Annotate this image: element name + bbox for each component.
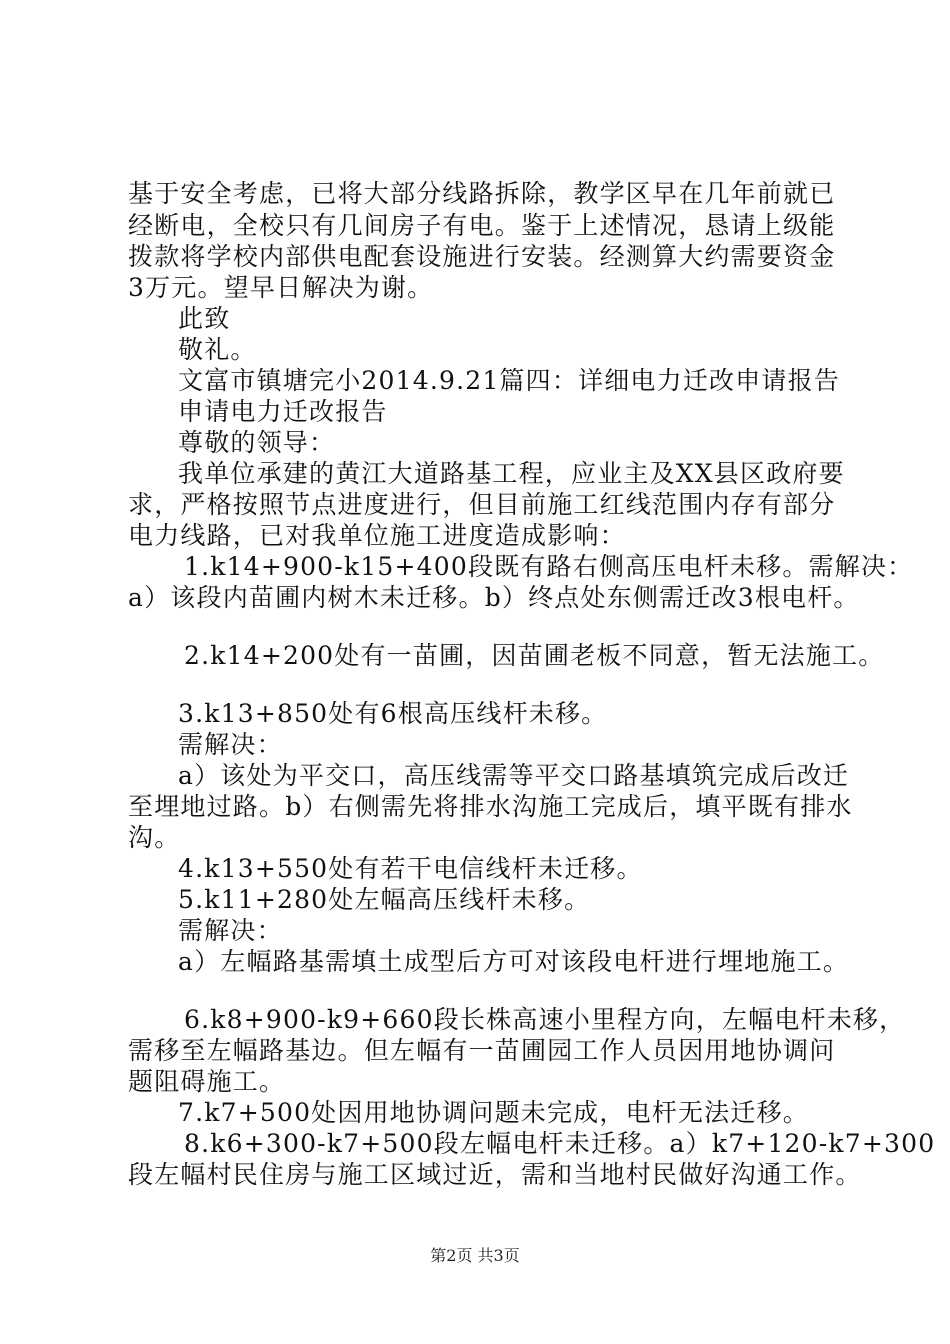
signature-line: 文富市镇塘完小2014.9.21篇四：详细电力迁改申请报告 bbox=[178, 366, 841, 395]
text-line: 经断电，全校只有几间房子有电。鉴于上述情况，恳请上级能 bbox=[128, 211, 836, 240]
text-line: a）该段内苗圃内树木未迁移。b）终点处东侧需迁改3根电杆。 bbox=[128, 583, 860, 612]
greeting-line: 尊敬的领导： bbox=[178, 428, 336, 457]
list-item: 8.k6+300-k7+500段左幅电杆未迁移。a）k7+120-k7+300 bbox=[184, 1129, 936, 1158]
text-line: 题阻碍施工。 bbox=[128, 1067, 286, 1096]
salutation-line: 敬礼。 bbox=[178, 335, 257, 364]
text-line: a）该处为平交口，高压线需等平交口路基填筑完成后改迁 bbox=[178, 761, 850, 790]
salutation-line: 此致 bbox=[178, 304, 231, 333]
list-item: 5.k11+280处左幅高压线杆未移。 bbox=[178, 885, 591, 914]
list-item: 6.k8+900-k9+660段长株高速小里程方向，左幅电杆未移， bbox=[184, 1005, 906, 1034]
text-line: 3万元。望早日解决为谢。 bbox=[128, 273, 434, 302]
text-line: 我单位承建的黄江大道路基工程，应业主及XX县区政府要 bbox=[178, 459, 845, 488]
text-line: 求，严格按照节点进度进行，但目前施工红线范围内存有部分 bbox=[128, 490, 836, 519]
page-footer: 第2页 共3页 bbox=[430, 1246, 520, 1265]
text-line: 需解决： bbox=[178, 916, 283, 945]
list-item: 3.k13+850处有6根高压线杆未移。 bbox=[178, 699, 608, 728]
list-item: 1.k14+900-k15+400段既有路右侧高压电杆未移。需解决： bbox=[184, 552, 914, 581]
text-line: 拨款将学校内部供电配套设施进行安装。经测算大约需要资金 bbox=[128, 242, 836, 271]
text-line: 段左幅村民住房与施工区域过近，需和当地村民做好沟通工作。 bbox=[128, 1160, 862, 1189]
text-line: 沟。 bbox=[128, 823, 181, 852]
list-item: 4.k13+550处有若干电信线杆未迁移。 bbox=[178, 854, 643, 883]
list-item: 2.k14+200处有一苗圃，因苗圃老板不同意，暂无法施工。 bbox=[184, 641, 885, 670]
list-item: 7.k7+500处因用地协调问题未完成，电杆无法迁移。 bbox=[178, 1098, 809, 1127]
text-line: a）左幅路基需填土成型后方可对该段电杆进行埋地施工。 bbox=[178, 947, 850, 976]
text-line: 需移至左幅路基边。但左幅有一苗圃园工作人员因用地协调问 bbox=[128, 1036, 836, 1065]
text-line: 电力线路，已对我单位施工进度造成影响： bbox=[128, 521, 626, 550]
text-line: 至埋地过路。b）右侧需先将排水沟施工完成后，填平既有排水 bbox=[128, 792, 853, 821]
text-line: 基于安全考虑，已将大部分线路拆除，教学区早在几年前就已 bbox=[128, 179, 836, 208]
text-line: 需解决： bbox=[178, 730, 283, 759]
section-title: 申请电力迁改报告 bbox=[178, 397, 388, 426]
